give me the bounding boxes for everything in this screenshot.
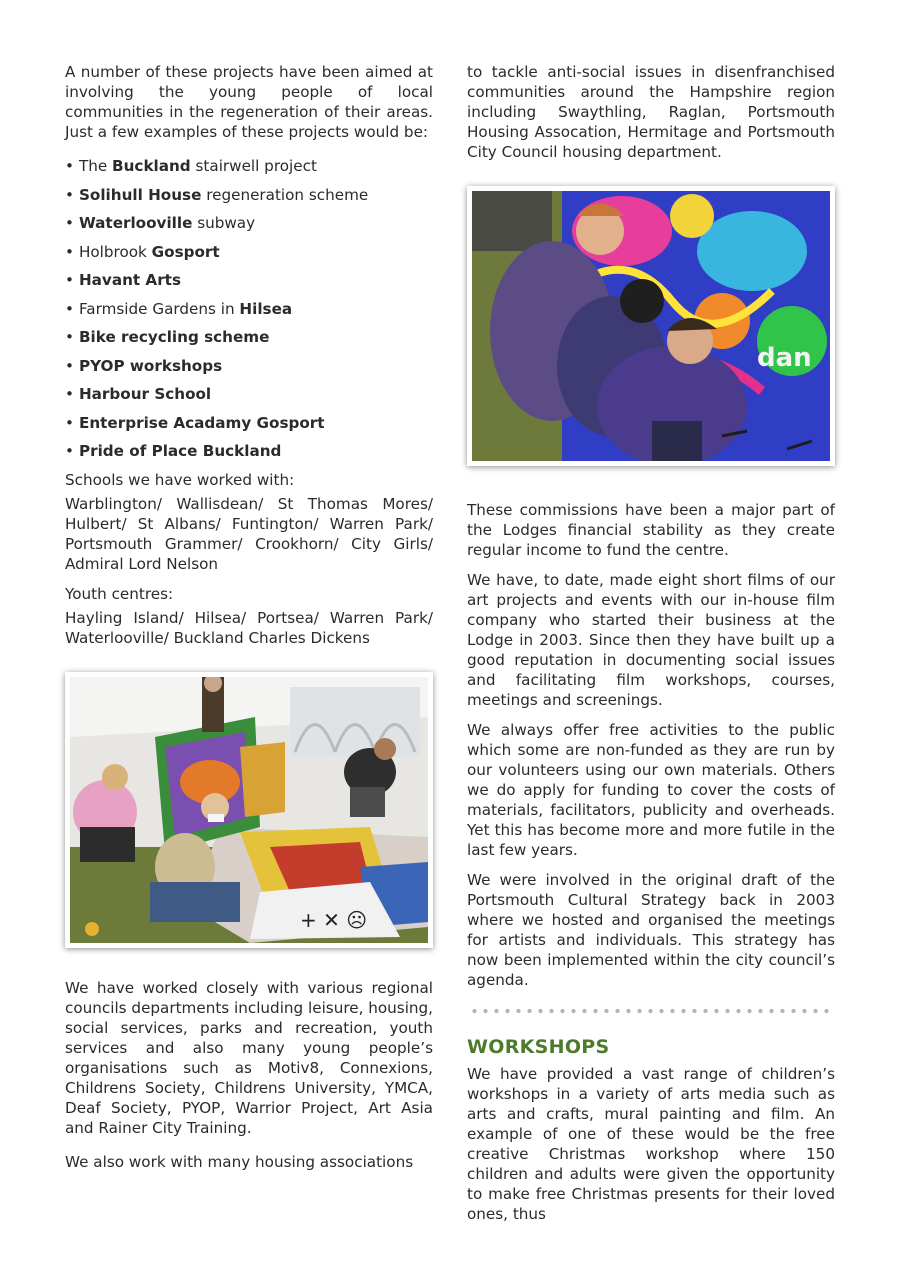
free-activities-paragraph: We always offer free activities to the public which some are non-funded as they are run by our volunteers using our own materials. Others we do apply for funding to cover the costs of materials, facilitators, publicity and overheads. Yet this has become more and more futile in the last few years.	[467, 721, 835, 859]
workshops-heading: WORKSHOPS	[467, 1036, 610, 1058]
councils-paragraph: We have worked closely with various regional councils departments including leisure, housing, social services, parks and recreation, youth services and also many young people’s organisations such as Motiv8, Connexions, Childrens Society, Childrens University, YMCA, Deaf Society, PYOP, Warrior Project, Art Asia and Rainer City Training.	[65, 978, 434, 1137]
mural-painting-photo	[467, 186, 835, 466]
svg-text:+ ✕ ☹: + ✕ ☹	[300, 907, 368, 932]
schools-paragraph: Warblington/ Wallisdean/ St Thomas Mores/ Hulbert/ St Albans/ Funtington/ Warren Park/ Portsmouth Grammer/ Crookhorn/ City Girls/ Admiral Lord Nelson	[65, 494, 433, 573]
films-paragraph: We have, to date, made eight short films of our art projects and events with our in-house film company who started their business at the Lodge in 2003. Since then they have built up a good reputation in documenting social issues and facilitating film workshops, courses, meetings and screenings.	[467, 571, 835, 709]
list-item: • Pride of Place Buckland	[65, 441, 433, 461]
cultural-strategy-paragraph: We were involved in the original draft of the Portsmouth Cultural Strategy back in 2003 where we hosted and organised the meetings for artists and individuals. This strategy has now been implemented within the city council’s agenda.	[467, 871, 835, 989]
svg-text:dan: dan	[757, 343, 812, 373]
list-item: • Farmside Gardens in Hilsea	[65, 299, 433, 319]
youth-centres-heading: Youth centres:	[65, 584, 174, 603]
commissions-paragraph: These commissions have been a major part of the Lodges financial stability as they create regular income to fund the centre.	[467, 501, 835, 559]
housing-associations-paragraph: We also work with many housing associations	[65, 1152, 414, 1171]
housing-continuation-paragraph: to tackle anti-social issues in disenfranchised communities around the Hampshire region including Swaythling, Raglan, Portsmouth Housing Assocation, Hermitage and Portsmouth City Council housing department.	[467, 63, 835, 161]
projects-list	[65, 156, 433, 461]
left-column	[65, 62, 433, 1182]
list-item: • The Buckland stairwell project	[65, 156, 433, 176]
right-column	[467, 62, 835, 1234]
list-item: • Bike recycling scheme	[65, 327, 433, 347]
list-item: • Harbour School	[65, 384, 433, 404]
dotted-divider	[469, 1008, 833, 1014]
schools-heading: Schools we have worked with:	[65, 470, 295, 489]
list-item: • Solihull House regeneration scheme	[65, 185, 433, 205]
list-item: • PYOP workshops	[65, 356, 433, 376]
list-item: • Enterprise Acadamy Gosport	[65, 413, 433, 433]
tent-workshop-photo	[65, 672, 433, 948]
workshops-paragraph: We have provided a vast range of children’s workshops in a variety of arts media such as arts and crafts, mural painting and film. An example of one of these would be the free creative Christmas workshop where 150 children and adults were given the opportunity to make free Christmas presents for their loved ones, thus	[467, 1065, 835, 1223]
intro-paragraph: A number of these projects have been aimed at involving the young people of local communities in the regeneration of their areas. Just a few examples of these projects would be:	[65, 63, 433, 141]
list-item: • Holbrook Gosport	[65, 242, 433, 262]
youth-centres-paragraph: Hayling Island/ Hilsea/ Portsea/ Warren Park/ Waterlooville/ Buckland Charles Dickens	[65, 608, 433, 647]
mural-painting-image	[472, 191, 830, 461]
tent-workshop-image	[70, 677, 428, 943]
list-item: • Waterlooville subway	[65, 213, 433, 233]
list-item: • Havant Arts	[65, 270, 433, 290]
